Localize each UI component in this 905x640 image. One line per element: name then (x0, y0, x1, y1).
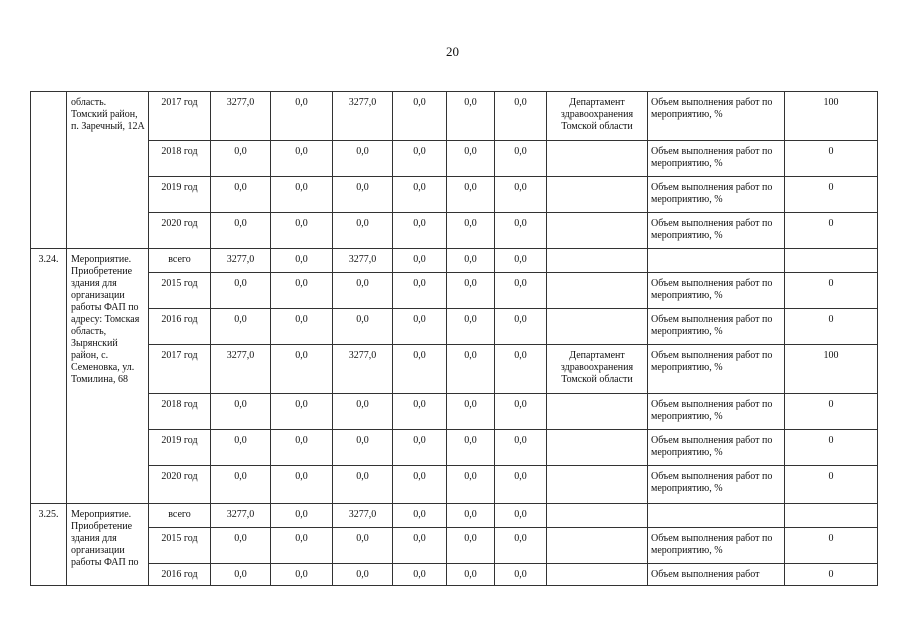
fund-funding-cell: 0,0 (447, 564, 495, 586)
period-cell: 2019 год (149, 430, 211, 466)
responsible-department-cell (547, 249, 648, 273)
other-funding-cell: 0,0 (495, 92, 547, 141)
other-funding-cell: 0,0 (495, 504, 547, 528)
fund-funding-cell: 0,0 (447, 504, 495, 528)
indicator-name-cell (648, 504, 785, 528)
fund-funding-cell: 0,0 (447, 528, 495, 564)
indicator-name-cell: Объем выполнения работ по мероприятию, % (648, 141, 785, 177)
federal-funding-cell: 0,0 (271, 466, 333, 504)
page-number: 20 (446, 44, 459, 59)
responsible-department-cell (547, 528, 648, 564)
table-row (31, 528, 878, 564)
federal-funding-cell: 0,0 (271, 345, 333, 394)
period-cell: 2017 год (149, 92, 211, 141)
indicator-name-cell: Объем выполнения работ (648, 564, 785, 586)
responsible-department-cell (547, 564, 648, 586)
table-body (31, 92, 878, 586)
total-funding-cell: 0,0 (211, 309, 271, 345)
federal-funding-cell: 0,0 (271, 177, 333, 213)
local-funding-cell: 0,0 (393, 177, 447, 213)
local-funding-cell: 0,0 (393, 92, 447, 141)
local-funding-cell: 0,0 (393, 564, 447, 586)
indicator-value-cell: 0 (785, 213, 878, 249)
indicator-value-cell (785, 249, 878, 273)
other-funding-cell: 0,0 (495, 564, 547, 586)
indicator-value-cell (785, 504, 878, 528)
fund-funding-cell: 0,0 (447, 273, 495, 309)
indicator-name-cell: Объем выполнения работ по мероприятию, % (648, 213, 785, 249)
local-funding-cell: 0,0 (393, 430, 447, 466)
period-cell: 2018 год (149, 141, 211, 177)
table-row (31, 213, 878, 249)
period-cell: всего (149, 249, 211, 273)
total-funding-cell: 0,0 (211, 141, 271, 177)
indicator-name-cell: Объем выполнения работ по мероприятию, % (648, 92, 785, 141)
local-funding-cell: 0,0 (393, 309, 447, 345)
item-number-cell (31, 92, 67, 249)
total-funding-cell: 0,0 (211, 177, 271, 213)
item-description-cell: область. Томский район, п. Заречный, 12А (67, 92, 149, 249)
table-row (31, 430, 878, 466)
period-cell: 2016 год (149, 564, 211, 586)
indicator-name-cell: Объем выполнения работ по мероприятию, % (648, 430, 785, 466)
regional-funding-cell: 0,0 (333, 528, 393, 564)
indicator-name-cell: Объем выполнения работ по мероприятию, % (648, 177, 785, 213)
responsible-department-cell: Департамент здравоохранения Томской области (547, 345, 648, 394)
responsible-department-cell (547, 430, 648, 466)
item-description-cell: Мероприятие. Приобретение здания для организации работы ФАП по (67, 504, 149, 586)
period-cell: 2017 год (149, 345, 211, 394)
regional-funding-cell: 0,0 (333, 177, 393, 213)
table-row (31, 466, 878, 504)
period-cell: всего (149, 504, 211, 528)
total-funding-cell: 0,0 (211, 528, 271, 564)
indicator-value-cell: 0 (785, 177, 878, 213)
indicator-name-cell: Объем выполнения работ по мероприятию, % (648, 466, 785, 504)
period-cell: 2015 год (149, 273, 211, 309)
table-row (31, 309, 878, 345)
federal-funding-cell: 0,0 (271, 528, 333, 564)
total-funding-cell: 3277,0 (211, 249, 271, 273)
period-cell: 2020 год (149, 466, 211, 504)
regional-funding-cell: 3277,0 (333, 345, 393, 394)
other-funding-cell: 0,0 (495, 430, 547, 466)
indicator-value-cell: 0 (785, 528, 878, 564)
table-row (31, 345, 878, 394)
indicator-name-cell: Объем выполнения работ по мероприятию, % (648, 394, 785, 430)
federal-funding-cell: 0,0 (271, 394, 333, 430)
indicator-value-cell: 0 (785, 309, 878, 345)
period-cell: 2019 год (149, 177, 211, 213)
indicator-name-cell (648, 249, 785, 273)
federal-funding-cell: 0,0 (271, 504, 333, 528)
table-row (31, 177, 878, 213)
fund-funding-cell: 0,0 (447, 213, 495, 249)
indicator-value-cell: 0 (785, 430, 878, 466)
indicator-name-cell: Объем выполнения работ по мероприятию, % (648, 309, 785, 345)
federal-funding-cell: 0,0 (271, 213, 333, 249)
table-row (31, 504, 878, 528)
table-row (31, 564, 878, 586)
regional-funding-cell: 3277,0 (333, 504, 393, 528)
table-row (31, 249, 878, 273)
other-funding-cell: 0,0 (495, 177, 547, 213)
indicator-name-cell: Объем выполнения работ по мероприятию, % (648, 345, 785, 394)
fund-funding-cell: 0,0 (447, 177, 495, 213)
federal-funding-cell: 0,0 (271, 564, 333, 586)
other-funding-cell: 0,0 (495, 213, 547, 249)
table-row (31, 141, 878, 177)
item-number-cell: 3.25. (31, 504, 67, 586)
federal-funding-cell: 0,0 (271, 273, 333, 309)
period-cell: 2020 год (149, 213, 211, 249)
indicator-name-cell: Объем выполнения работ по мероприятию, % (648, 528, 785, 564)
responsible-department-cell (547, 213, 648, 249)
regional-funding-cell: 0,0 (333, 213, 393, 249)
regional-funding-cell: 0,0 (333, 394, 393, 430)
total-funding-cell: 0,0 (211, 430, 271, 466)
fund-funding-cell: 0,0 (447, 394, 495, 430)
federal-funding-cell: 0,0 (271, 141, 333, 177)
responsible-department-cell (547, 141, 648, 177)
federal-funding-cell: 0,0 (271, 309, 333, 345)
total-funding-cell: 0,0 (211, 213, 271, 249)
regional-funding-cell: 3277,0 (333, 92, 393, 141)
fund-funding-cell: 0,0 (447, 92, 495, 141)
indicator-name-cell: Объем выполнения работ по мероприятию, % (648, 273, 785, 309)
indicator-value-cell: 0 (785, 564, 878, 586)
fund-funding-cell: 0,0 (447, 345, 495, 394)
other-funding-cell: 0,0 (495, 309, 547, 345)
table-row (31, 92, 878, 141)
total-funding-cell: 0,0 (211, 273, 271, 309)
fund-funding-cell: 0,0 (447, 466, 495, 504)
local-funding-cell: 0,0 (393, 249, 447, 273)
total-funding-cell: 0,0 (211, 394, 271, 430)
item-number-cell: 3.24. (31, 249, 67, 504)
period-cell: 2018 год (149, 394, 211, 430)
local-funding-cell: 0,0 (393, 466, 447, 504)
other-funding-cell: 0,0 (495, 249, 547, 273)
regional-funding-cell: 0,0 (333, 309, 393, 345)
other-funding-cell: 0,0 (495, 345, 547, 394)
other-funding-cell: 0,0 (495, 466, 547, 504)
regional-funding-cell: 0,0 (333, 430, 393, 466)
total-funding-cell: 3277,0 (211, 92, 271, 141)
federal-funding-cell: 0,0 (271, 92, 333, 141)
responsible-department-cell (547, 273, 648, 309)
total-funding-cell: 0,0 (211, 564, 271, 586)
local-funding-cell: 0,0 (393, 141, 447, 177)
period-cell: 2015 год (149, 528, 211, 564)
local-funding-cell: 0,0 (393, 345, 447, 394)
fund-funding-cell: 0,0 (447, 141, 495, 177)
regional-funding-cell: 0,0 (333, 466, 393, 504)
period-cell: 2016 год (149, 309, 211, 345)
other-funding-cell: 0,0 (495, 394, 547, 430)
regional-funding-cell: 0,0 (333, 141, 393, 177)
indicator-value-cell: 0 (785, 394, 878, 430)
local-funding-cell: 0,0 (393, 273, 447, 309)
responsible-department-cell (547, 309, 648, 345)
program-table (30, 91, 878, 586)
indicator-value-cell: 0 (785, 141, 878, 177)
indicator-value-cell: 0 (785, 273, 878, 309)
local-funding-cell: 0,0 (393, 504, 447, 528)
responsible-department-cell (547, 394, 648, 430)
fund-funding-cell: 0,0 (447, 430, 495, 466)
local-funding-cell: 0,0 (393, 394, 447, 430)
indicator-value-cell: 0 (785, 466, 878, 504)
fund-funding-cell: 0,0 (447, 309, 495, 345)
federal-funding-cell: 0,0 (271, 430, 333, 466)
indicator-value-cell: 100 (785, 345, 878, 394)
table-row (31, 273, 878, 309)
other-funding-cell: 0,0 (495, 528, 547, 564)
responsible-department-cell (547, 466, 648, 504)
local-funding-cell: 0,0 (393, 528, 447, 564)
local-funding-cell: 0,0 (393, 213, 447, 249)
regional-funding-cell: 0,0 (333, 564, 393, 586)
item-description-cell: Мероприятие. Приобретение здания для организации работы ФАП по адресу: Томская область, Зырянский район, с. Семеновка, ул. Томилина, 68 (67, 249, 149, 504)
indicator-value-cell: 100 (785, 92, 878, 141)
regional-funding-cell: 3277,0 (333, 249, 393, 273)
responsible-department-cell (547, 177, 648, 213)
total-funding-cell: 3277,0 (211, 504, 271, 528)
other-funding-cell: 0,0 (495, 273, 547, 309)
regional-funding-cell: 0,0 (333, 273, 393, 309)
federal-funding-cell: 0,0 (271, 249, 333, 273)
fund-funding-cell: 0,0 (447, 249, 495, 273)
responsible-department-cell (547, 504, 648, 528)
total-funding-cell: 0,0 (211, 466, 271, 504)
table-row (31, 394, 878, 430)
other-funding-cell: 0,0 (495, 141, 547, 177)
responsible-department-cell: Департамент здравоохранения Томской области (547, 92, 648, 141)
total-funding-cell: 3277,0 (211, 345, 271, 394)
